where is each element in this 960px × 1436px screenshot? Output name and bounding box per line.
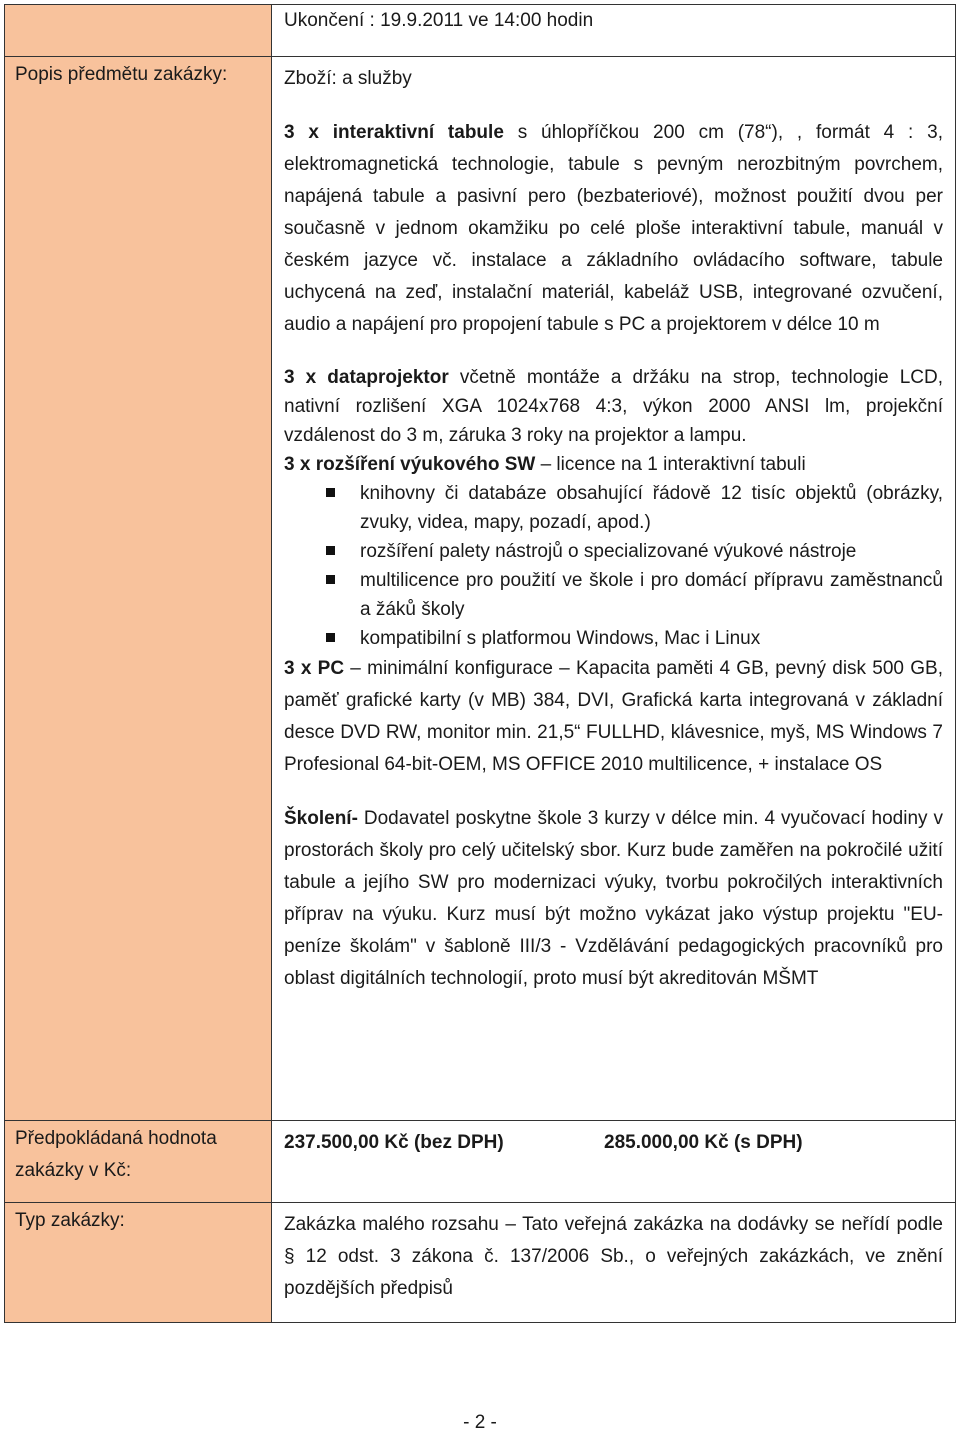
- subject-label: [5, 57, 272, 1121]
- board-rest: s úhlopříčkou 200 cm (78“), , formát 4 : 3, elektromagnetická technologie, tabule s pevným nerozbitným povrchem, napájená tabule a pasivní pero (bezbateriové), možnost použití dvou per současně v jednom okamžiku po celé ploše interaktivní tabule, manuál v českém jazyce vč. instalace a základního ovládacího software, tabule uchycená na zeď, instalační materiál, kabeláž USB, integrované ozvučení, audio a napájení pro propojení tabule s PC a projektorem v délce 10 m: [284, 122, 943, 335]
- sw-lead: 3 x rozšíření výukového SW: [284, 454, 536, 475]
- row-end-date: [5, 5, 956, 57]
- sw-list: [284, 479, 943, 653]
- list-item: multilicence pro použití ve škole i pro domácí přípravu zaměstnanců a žáků školy: [360, 566, 943, 624]
- value-label: [5, 1121, 272, 1203]
- list-item: knihovny či databáze obsahující řádově 12 tisíc objektů (obrázky, zvuky, videa, mapy, pozadí, apod.): [360, 479, 943, 537]
- list-item: kompatibilní s platformou Windows, Mac i Linux: [360, 624, 943, 653]
- training-rest: Dodavatel poskytne škole 3 kurzy v délce min. 4 vyučovací hodiny v prostorách školy pro celý učitelský sbor. Kurz bude zaměřen na pokročilé užití tabule a jejího SW pro modernizaci výuky, tvorbu pokročilých interaktivních příprav na výuku. Kurz musí být možno vykázat jako výstup projektu "EU-peníze školám" v šabloně III/3 - Vzdělávání pedagogických pracovníků pro oblast digitálních technologií, proto musí být akreditován MŠMT: [284, 808, 943, 989]
- row-value: [5, 1121, 956, 1203]
- label-cell-empty: [5, 5, 272, 57]
- pc-paragraph: [284, 653, 943, 781]
- price-gross: 285.000,00 Kč (s DPH): [604, 1132, 803, 1153]
- price-net: 237.500,00 Kč (bez DPH): [284, 1132, 504, 1153]
- projector-paragraph: [284, 363, 943, 450]
- page-number: - 2 -: [463, 1412, 497, 1433]
- subject-content: [272, 57, 956, 1121]
- pc-lead: 3 x PC: [284, 658, 345, 679]
- row-subject: [5, 57, 956, 1121]
- type-label: [5, 1203, 272, 1323]
- list-item: rozšíření palety nástrojů o specializované výukové nástroje: [360, 537, 943, 566]
- end-date-cell: [272, 5, 956, 57]
- pc-rest: – minimální konfigurace – Kapacita paměti 4 GB, pevný disk 500 GB, paměť grafické karty (v MB) 384, DVI, Grafická karta integrovaná v základní desce DVD RW, monitor min. 21,5“ FULLHD, klávesnice, myš, MS Windows 7 Profesional 64-bit-OEM, MS OFFICE 2010 multilicence, + instalace OS: [284, 658, 943, 775]
- value-content: [272, 1121, 956, 1203]
- training-lead: Školení-: [284, 808, 358, 829]
- sw-heading: [284, 450, 943, 479]
- row-type: [5, 1203, 956, 1323]
- end-date-text: Ukončení : 19.9.2011 ve 14:00 hodin: [284, 10, 594, 31]
- type-label-text: Typ zakázky:: [15, 1210, 125, 1231]
- training-paragraph: [284, 803, 943, 995]
- board-lead: 3 x interaktivní tabule: [284, 122, 504, 143]
- type-content: [272, 1203, 956, 1323]
- tender-table: [4, 4, 956, 1323]
- projector-rest: včetně montáže a držáku na strop, technologie LCD, nativní rozlišení XGA 1024x768 4:3, výkon 2000 ANSI lm, projekční vzdálenost do 3 m, záruka 3 roky na projektor a lampu.: [284, 367, 944, 446]
- value-label-text: Předpokládaná hodnota zakázky v Kč:: [15, 1128, 217, 1181]
- type-text: Zakázka malého rozsahu – Tato veřejná zakázka na dodávky se neřídí podle § 12 odst. 3 zákona č. 137/2006 Sb., o veřejných zakázkách, ve znění pozdějších předpisů: [284, 1214, 943, 1299]
- sw-rest: – licence na 1 interaktivní tabuli: [535, 454, 806, 475]
- projector-lead: 3 x dataprojektor: [284, 367, 449, 388]
- price-line: [284, 1127, 943, 1159]
- board-paragraph: [284, 117, 943, 341]
- subject-label-text: Popis předmětu zakázky:: [15, 64, 228, 85]
- subject-intro: Zboží: a služby: [284, 68, 412, 89]
